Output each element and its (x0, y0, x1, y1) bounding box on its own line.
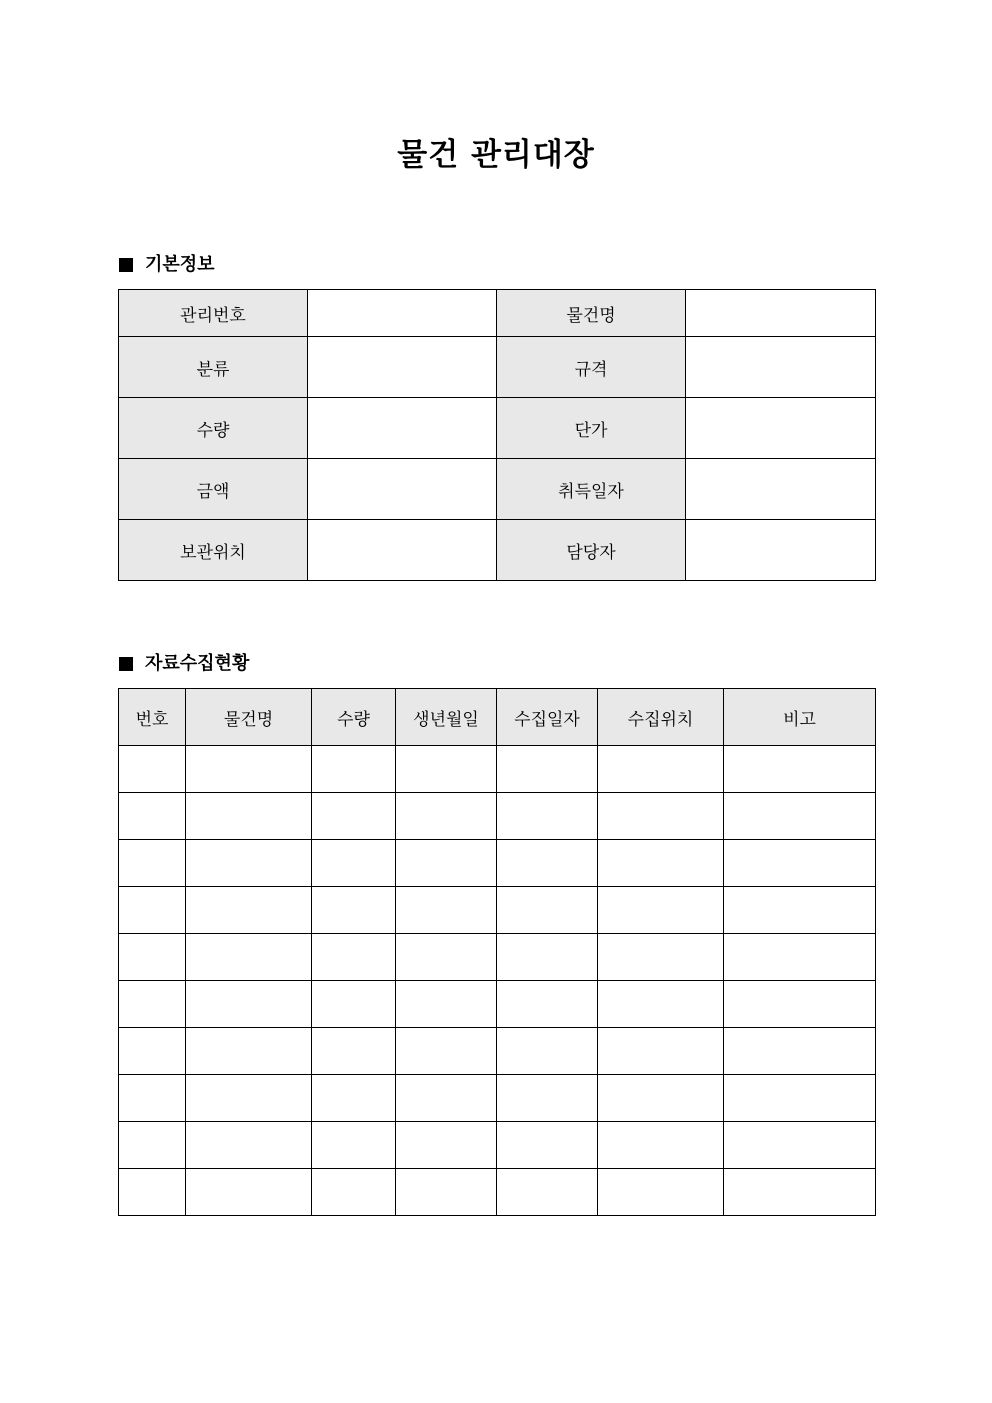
table-cell[interactable] (598, 793, 724, 840)
table-cell[interactable] (598, 840, 724, 887)
label-category: 분류 (119, 337, 308, 398)
value-acquisition-date[interactable] (686, 459, 876, 520)
table-cell[interactable] (724, 887, 876, 934)
label-quantity: 수량 (119, 398, 308, 459)
column-header-collection-location: 수집위치 (598, 689, 724, 746)
table-cell[interactable] (598, 887, 724, 934)
table-cell[interactable] (497, 746, 598, 793)
table-cell[interactable] (119, 746, 186, 793)
table-cell[interactable] (186, 887, 312, 934)
table-cell[interactable] (497, 1169, 598, 1216)
table-cell[interactable] (724, 793, 876, 840)
collection-table-body (119, 746, 876, 1216)
table-cell[interactable] (312, 746, 396, 793)
table-cell[interactable] (598, 934, 724, 981)
table-cell[interactable] (724, 1075, 876, 1122)
value-quantity[interactable] (308, 398, 497, 459)
table-cell[interactable] (312, 1075, 396, 1122)
table-row (119, 1028, 876, 1075)
table-cell[interactable] (396, 1028, 497, 1075)
value-specification[interactable] (686, 337, 876, 398)
table-cell[interactable] (396, 793, 497, 840)
label-amount: 금액 (119, 459, 308, 520)
table-cell[interactable] (396, 1169, 497, 1216)
table-cell[interactable] (119, 934, 186, 981)
table-row (119, 520, 876, 581)
value-item-name[interactable] (686, 290, 876, 337)
table-row (119, 459, 876, 520)
table-cell[interactable] (186, 1075, 312, 1122)
table-cell[interactable] (497, 887, 598, 934)
table-cell[interactable] (312, 887, 396, 934)
collection-status-table (118, 688, 876, 1216)
table-cell[interactable] (312, 981, 396, 1028)
table-cell[interactable] (186, 1169, 312, 1216)
table-cell[interactable] (396, 887, 497, 934)
table-cell[interactable] (598, 1075, 724, 1122)
table-cell[interactable] (497, 1122, 598, 1169)
table-row (119, 793, 876, 840)
table-cell[interactable] (186, 840, 312, 887)
column-header-item-name: 물건명 (186, 689, 312, 746)
value-unit-price[interactable] (686, 398, 876, 459)
table-cell[interactable] (497, 793, 598, 840)
table-cell[interactable] (396, 1122, 497, 1169)
label-unit-price: 단가 (497, 398, 686, 459)
column-header-quantity: 수량 (312, 689, 396, 746)
section-heading-basic-info (119, 253, 215, 277)
table-cell[interactable] (119, 981, 186, 1028)
table-cell[interactable] (119, 840, 186, 887)
table-cell[interactable] (598, 1028, 724, 1075)
label-management-number: 관리번호 (119, 290, 308, 337)
table-row (119, 934, 876, 981)
table-header-row (119, 689, 876, 746)
table-cell[interactable] (396, 746, 497, 793)
table-cell[interactable] (724, 934, 876, 981)
table-row (119, 1122, 876, 1169)
table-row (119, 337, 876, 398)
table-cell[interactable] (598, 981, 724, 1028)
column-header-number: 번호 (119, 689, 186, 746)
table-cell[interactable] (598, 1122, 724, 1169)
table-cell[interactable] (598, 746, 724, 793)
section-heading-label: 기본정보 (145, 254, 215, 275)
table-row (119, 1075, 876, 1122)
value-management-number[interactable] (308, 290, 497, 337)
table-cell[interactable] (186, 793, 312, 840)
table-cell[interactable] (119, 1028, 186, 1075)
table-cell[interactable] (396, 840, 497, 887)
section-heading-label: 자료수집현황 (145, 653, 250, 674)
table-cell[interactable] (724, 1122, 876, 1169)
table-row (119, 887, 876, 934)
table-row (119, 398, 876, 459)
table-cell[interactable] (312, 934, 396, 981)
table-cell[interactable] (186, 981, 312, 1028)
table-cell[interactable] (186, 934, 312, 981)
table-cell[interactable] (312, 793, 396, 840)
section-heading-collection-status (119, 652, 249, 676)
table-cell[interactable] (312, 840, 396, 887)
table-cell[interactable] (497, 840, 598, 887)
table-cell[interactable] (119, 1169, 186, 1216)
column-header-birth-date: 생년월일 (396, 689, 497, 746)
column-header-collection-date: 수집일자 (497, 689, 598, 746)
document-title: 물건 관리대장 (397, 137, 595, 173)
table-cell[interactable] (724, 840, 876, 887)
table-row (119, 981, 876, 1028)
table-cell[interactable] (598, 1169, 724, 1216)
table-cell[interactable] (186, 746, 312, 793)
label-item-name: 물건명 (497, 290, 686, 337)
table-cell[interactable] (119, 1122, 186, 1169)
table-cell[interactable] (312, 1122, 396, 1169)
table-cell[interactable] (497, 1075, 598, 1122)
table-cell[interactable] (396, 981, 497, 1028)
value-storage-location[interactable] (308, 520, 497, 581)
table-cell[interactable] (119, 887, 186, 934)
label-specification: 규격 (497, 337, 686, 398)
table-cell[interactable] (312, 1169, 396, 1216)
value-amount[interactable] (308, 459, 497, 520)
table-cell[interactable] (186, 1028, 312, 1075)
label-storage-location: 보관위치 (119, 520, 308, 581)
table-cell[interactable] (724, 981, 876, 1028)
table-cell[interactable] (724, 1169, 876, 1216)
table-cell[interactable] (724, 1028, 876, 1075)
table-row (119, 840, 876, 887)
label-person-in-charge: 담당자 (497, 520, 686, 581)
table-cell[interactable] (724, 746, 876, 793)
table-cell[interactable] (396, 1075, 497, 1122)
table-row (119, 290, 876, 337)
table-cell[interactable] (119, 793, 186, 840)
table-cell[interactable] (312, 1028, 396, 1075)
table-cell[interactable] (497, 981, 598, 1028)
basic-info-table (118, 289, 876, 581)
table-cell[interactable] (497, 934, 598, 981)
column-header-remarks: 비고 (724, 689, 876, 746)
table-row (119, 1169, 876, 1216)
table-cell[interactable] (119, 1075, 186, 1122)
table-cell[interactable] (186, 1122, 312, 1169)
square-bullet-icon (119, 657, 133, 671)
label-acquisition-date: 취득일자 (497, 459, 686, 520)
table-cell[interactable] (497, 1028, 598, 1075)
value-person-in-charge[interactable] (686, 520, 876, 581)
square-bullet-icon (119, 258, 133, 272)
table-cell[interactable] (396, 934, 497, 981)
value-category[interactable] (308, 337, 497, 398)
table-row (119, 746, 876, 793)
